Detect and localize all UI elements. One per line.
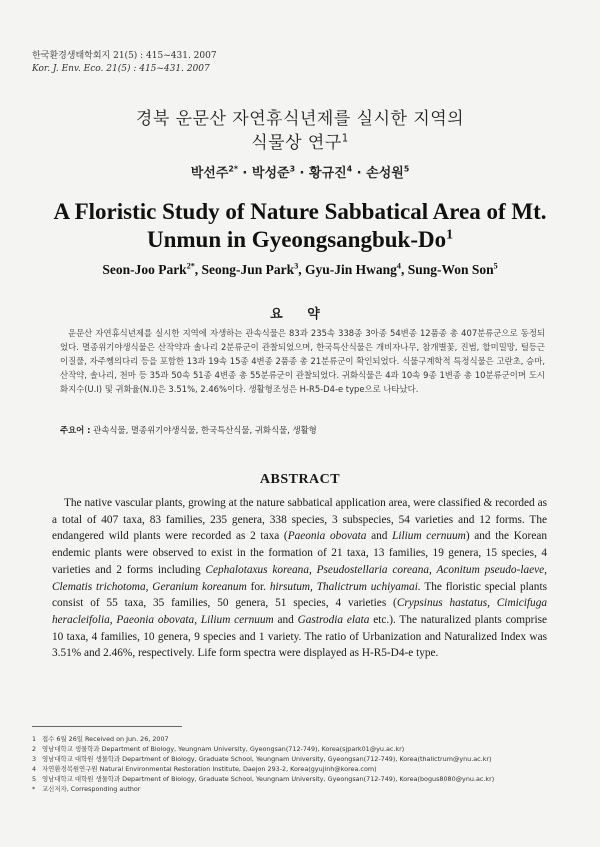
- footnote-number: 2: [32, 745, 37, 753]
- journal-citation-korean: 한국환경생태학회지 21(5) : 415~431. 2007: [32, 51, 217, 61]
- footnotes: [32, 734, 540, 794]
- english-authors: Seon-Joo Park$^{2*}$, Seong-Jun Park$^3$, Gyu-Jin Hwang$^4$, Sung-Won Son$^5$: [102, 261, 498, 277]
- abstract-segment: ) and the Korean endemic plants were observed to exist in the formation of 21 taxa, 13 families, 19 genera, 15 species, 4 varieties and 2 forms including: [52, 530, 547, 576]
- english-author: Seong-Jun Park: [201, 262, 295, 277]
- abstract-segment: and: [273, 613, 298, 626]
- species-name: Paeonia obovata: [287, 530, 367, 543]
- journal-citation-english: Kor. J. Env. Eco. 21(5) : 415~431. 2007: [32, 64, 210, 74]
- author-affiliation-mark: 5: [403, 164, 410, 174]
- abstract-segment: The native vascular plants, growing at the nature sabbatical application area, were classified & recorded as a total of 407 taxa, 83 families, 235 genera, 338 species, 3 subspecies, 54 varieties and 12 forms. The endangered wild plants were recorded as 2 taxa (: [52, 497, 547, 543]
- footnote: [32, 754, 540, 764]
- keywords-text: 관속식물, 멸종위기야생식물, 한국특산식물, 귀화식물, 생활형: [93, 425, 317, 435]
- korean-author: 황규진: [309, 166, 347, 181]
- footnote: [32, 764, 540, 774]
- species-name: Cephalotaxus koreana, Pseudostellaria coreana, Aconitum pseudo-laeve, Clematis trichotoma, Geranium koreanum: [52, 563, 547, 593]
- english-title-footnote-mark: 1: [446, 226, 453, 242]
- korean-author: 박성준: [251, 166, 290, 181]
- keywords-label: 주요어 :: [60, 425, 91, 435]
- footnote-text: 영남대학교 대학원 생물학과 Department of Biology, Graduate School, Yeungnam University, Gyeongsan(712-749), Korea(thalictrum@ynu.ac.kr): [42, 755, 492, 763]
- korean-title-text: 식물상 연구: [251, 133, 342, 153]
- footnote-text: 영남대학교 생물학과 Department of Biology, Yeungnam University, Gyeongsan(712-749), Korea(sjpark01@yu.ac.kr): [42, 745, 405, 753]
- footnote: [32, 734, 540, 744]
- abstract-segment: The floristic special plants consist of 55 taxa, 35 families, 50 genera, 51 species, 4 varieties (: [52, 580, 547, 610]
- author-affiliation-mark: 5: [493, 261, 498, 271]
- abstract-segment: and: [366, 530, 393, 543]
- korean-summary-heading: 요 약: [270, 307, 330, 322]
- author-affiliation-mark: 4: [346, 164, 353, 174]
- footnote-text: 영남대학교 대학원 생물학과 Department of Biology, Graduate School, Yeungnam University, Gyeongsan(712-749), Korea(bogus8080@ynu.ac.kr): [42, 775, 495, 783]
- english-author: Gyu-Jin Hwang: [304, 262, 397, 277]
- journal-citation: [32, 50, 217, 76]
- korean-title-line2: [0, 128, 600, 153]
- footnote-text: 교신저자, Corresponding author: [42, 785, 141, 793]
- abstract-heading: ABSTRACT: [259, 472, 341, 487]
- footnote-text: 자연환경복원연구원 Natural Environmental Restoration Institute, Daejon 293-2, Korea(gyujinh@korea.com): [42, 765, 377, 773]
- keywords: [60, 424, 545, 436]
- korean-summary-text: 운문산 자연휴식년제를 실시한 지역에 자생하는 관속식물은 83과 235속 338종 3아종 54변종 12품종 총 407분류군으로 동정되었다. 멸종위기야생식물은 산작약과 솔나리 2분류군이 관찰되었으며, 한국특산식물은 개비자나무, 참개별꽃, 진범, 할미밀망, 털등근이질풀, 자주쩽의다리 등을 포함한 13과 19속 15종 4변종 2품종 총 21분류군이 확인되었다. 식물구계학적 특정식물은 고란초, 승마, 산작약, 솔나리, 천마 등 35과 50속 51종 4변종 총 55분류군이 관찰되었다. 귀화식물은 4과 10속 9종 1변종 총 10분류군이며 도시화지수(U.I) 및 귀화율(N.I)은 3.51%, 2.46%이다. 생활형조성은 H-R5-D4-e type으로 나타났다.: [60, 328, 545, 394]
- footnote-number: 3: [32, 755, 37, 763]
- abstract-segment: etc.). The naturalized plants comprise 10 taxa, 4 families, 10 genera, 9 species and 1 variety. The ratio of Urbanization and Naturalized Index was 3.51% and 2.46%, respectively. Life form spectra were displayed as H-R5-D4-e type.: [52, 613, 547, 660]
- korean-title-footnote-mark: 1: [341, 133, 349, 145]
- footnote-number: *: [32, 785, 36, 793]
- author-affiliation-mark: 2*: [186, 261, 195, 271]
- english-title-line2: [0, 227, 600, 253]
- english-author: Sung-Won Son: [407, 262, 494, 277]
- footnote: [32, 784, 540, 794]
- korean-author: 박선주: [190, 166, 229, 181]
- species-name: Gastrodia elata: [297, 613, 370, 626]
- species-name: Crypsinus hastatus, Cimicifuga heracleifolia, Paeonia obovata, Lilium cernuum: [52, 597, 547, 626]
- author-affiliation-mark: 3: [294, 261, 299, 271]
- english-title-line1: A Floristic Study of Nature Sabbatical Area of Mt.: [53, 199, 547, 224]
- korean-title-line1: 경북 운문산 자연휴식년제를 실시한 지역의: [135, 109, 465, 129]
- footnote-number: 1: [32, 735, 37, 743]
- footnote: [32, 744, 540, 754]
- footnote-text: 접수 6월 26일 Received on Jun. 26, 2007: [42, 735, 169, 743]
- author-affiliation-mark: 4: [396, 261, 401, 271]
- footnote-number: 4: [32, 765, 37, 773]
- author-affiliation-mark: 3: [289, 164, 296, 174]
- english-title-text: Unmun in Gyeongsangbuk-Do: [146, 227, 447, 252]
- author-affiliation-mark: 2*: [228, 164, 238, 174]
- korean-authors: 박선주$^{2*}$ · 박성준$^3$ · 황규진$^4$ · 손성원$^5$: [190, 164, 410, 181]
- footnote-number: 5: [32, 775, 37, 783]
- footnote: [32, 774, 540, 784]
- abstract-text: [52, 495, 547, 662]
- abstract-segment: for.: [246, 580, 270, 593]
- species-name: Lilium cernuum: [392, 530, 466, 543]
- english-author: Seon-Joo Park: [102, 262, 187, 277]
- species-name: hirsutum, Thalictrum uchiyamai.: [269, 580, 421, 593]
- footnote-divider: [32, 726, 182, 727]
- korean-author: 손성원: [366, 166, 404, 181]
